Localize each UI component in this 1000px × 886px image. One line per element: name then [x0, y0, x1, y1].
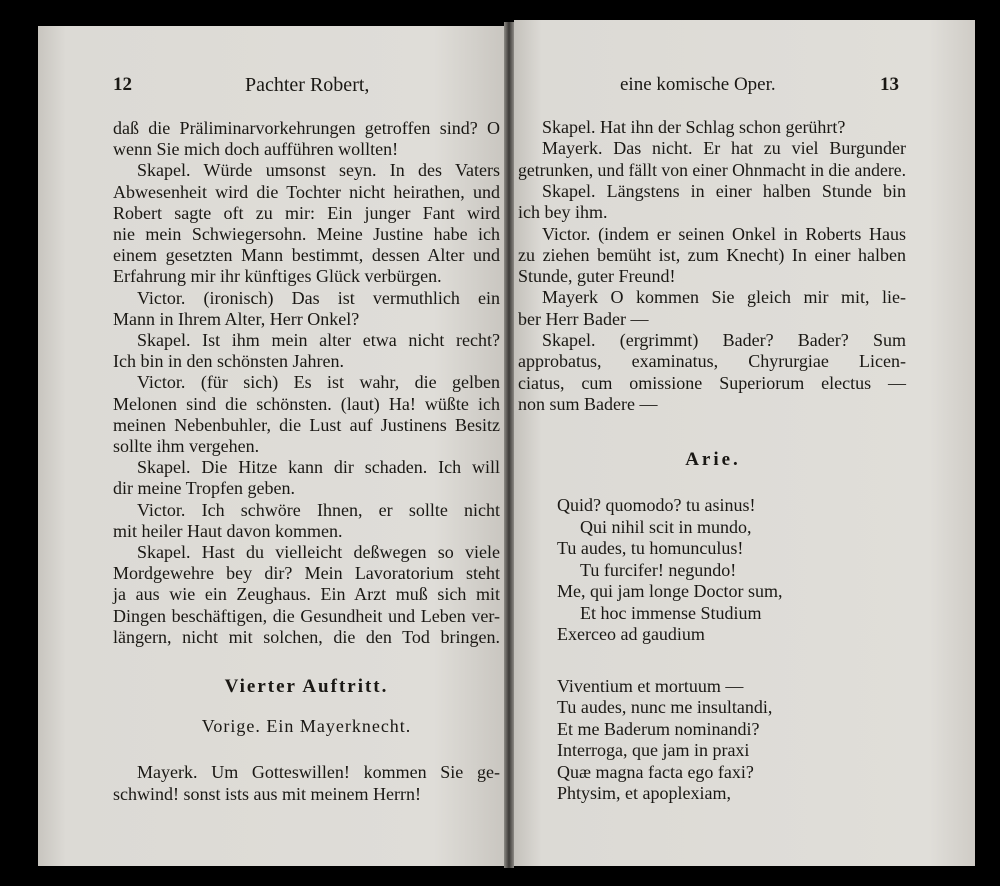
text-line: Ich bin in den schönsten Jahren. — [113, 351, 344, 372]
text-line: dir meine Tropfen geben. — [113, 478, 295, 499]
text-line: Skapel. Ist ihm mein alter etwa nicht recht? — [137, 330, 500, 350]
verse-line: Tu audes, tu homunculus! — [557, 538, 744, 558]
text-line: daß die Präliminarvorkehrungen getroffen sind? O — [113, 118, 500, 138]
text-line: Skapel. Würde umsonst seyn. In des Vaters — [137, 160, 500, 181]
text-line: Mayerk. Das nicht. Er hat zu viel Burgunder — [542, 138, 906, 159]
text-line: längern, nicht mit solchen, die den Tod bringen. — [113, 626, 500, 647]
text-line: non sum Badere — — [518, 393, 658, 414]
verse-line: Phtysim, et apoplexiam, — [557, 783, 731, 803]
verse-line: Quæ magna facta ego faxi? — [557, 761, 754, 782]
aria-heading: Arie. — [685, 449, 741, 470]
text-line: sollte ihm vergehen. — [113, 436, 260, 456]
text-line: Erfahrung mir ihr künftiges Glück verbürgen. — [113, 266, 442, 287]
text-line: nie mein Schwiegersohn. Meine Justine habe ich — [113, 224, 500, 244]
verse-line: Viventium et mortuum — — [557, 675, 744, 696]
text-line: Victor. (für sich) Es ist wahr, die gelben — [137, 372, 500, 393]
verse-line: Tu furcifer! negundo! — [580, 559, 737, 580]
text-line: ber Herr Bader — — [518, 308, 649, 329]
right-running-head: eine komische Oper. — [620, 74, 776, 95]
text-line: Skapel. Hat ihn der Schlag schon gerührt? — [542, 117, 846, 137]
text-line: Victor. Ich schwöre Ihnen, er sollte nicht — [137, 499, 500, 520]
text-line: wenn Sie mich doch aufführen wollten! — [113, 139, 399, 160]
text-line: Skapel. (ergrimmt) Bader? Bader? Sum — [542, 330, 906, 350]
scene-heading: Vierter Auftritt. — [224, 676, 389, 697]
text-line: approbatus, examinatus, Chyrurgiae Licen- — [518, 351, 906, 372]
text-line: Mayerk O kommen Sie gleich mir mit, lie- — [542, 287, 906, 308]
text-line: Skapel. Hast du vielleicht deßwegen so viele — [137, 542, 500, 562]
text-line: Stunde, guter Freund! — [518, 266, 676, 287]
text-line: schwind! sonst ists aus mit meinem Herrn! — [113, 783, 421, 804]
scene-cast: Vorige. Ein Mayerknecht. — [201, 716, 412, 736]
verse-line: Tu audes, nunc me insultandi, — [557, 697, 773, 717]
text-line: Robert sagte oft zu mir: Ein junger Fant wird — [113, 202, 500, 223]
text-line: Melonen sind die schönsten. (laut) Ha! wüßte ich — [113, 393, 500, 414]
text-line: mit heiler Haut davon kommen. — [113, 520, 343, 541]
text-line: ja aus wie ein Zeughaus. Ein Arzt muß sich mit — [113, 584, 500, 605]
text-line: Mann in Ihrem Alter, Herr Onkel? — [113, 308, 360, 329]
verse-line: Me, qui jam longe Doctor sum, — [557, 581, 783, 601]
text-line: Skapel. Längstens in einer halben Stunde bin — [542, 180, 906, 201]
text-line: Skapel. Die Hitze kann dir schaden. Ich will — [137, 457, 500, 478]
text-line: getrunken, und fällt von einer Ohnmacht in die andere. — [518, 159, 907, 180]
verse-line: Et hoc immense Studium — [580, 602, 762, 623]
text-line: Mordgewehre bey dir? Mein Lavoratorium steht — [113, 563, 500, 584]
text-line: Victor. (indem er seinen Onkel in Roberts Haus — [542, 223, 906, 244]
text-line: ich bey ihm. — [518, 202, 608, 223]
left-running-head: Pachter Robert, — [245, 74, 370, 96]
text-line: einem gesetzten Mann bestimmt, dessen Alter und — [113, 245, 500, 266]
verse-line: Exerceo ad gaudium — [557, 624, 705, 644]
verse-line: Quid? quomodo? tu asinus! — [557, 495, 756, 515]
verse-line: Interroga, que jam in praxi — [557, 740, 750, 760]
left-page-number: 12 — [113, 74, 132, 95]
text-line: Dingen beschäftigen, die Gesundheit und Leben ver- — [113, 605, 500, 626]
text-line: Mayerk. Um Gotteswillen! kommen Sie ge- — [137, 762, 500, 782]
text-line: meinen Nebenbuhler, die Lust auf Justinens Besitz — [113, 414, 500, 435]
text-line: Victor. (ironisch) Das ist vermuthlich ein — [137, 287, 500, 308]
right-page-number: 13 — [880, 74, 899, 95]
text-line: Abwesenheit wird die Tochter nicht heirathen, und — [113, 181, 500, 202]
text-line: ciatus, cum omissione Superiorum electus — — [518, 372, 906, 393]
text-line: zu ziehen bemüht ist, zum Knecht) In einer halben — [518, 244, 906, 265]
verse-line: Et me Baderum nominandi? — [557, 718, 760, 739]
verse-line: Qui nihil scit in mundo, — [580, 516, 752, 537]
